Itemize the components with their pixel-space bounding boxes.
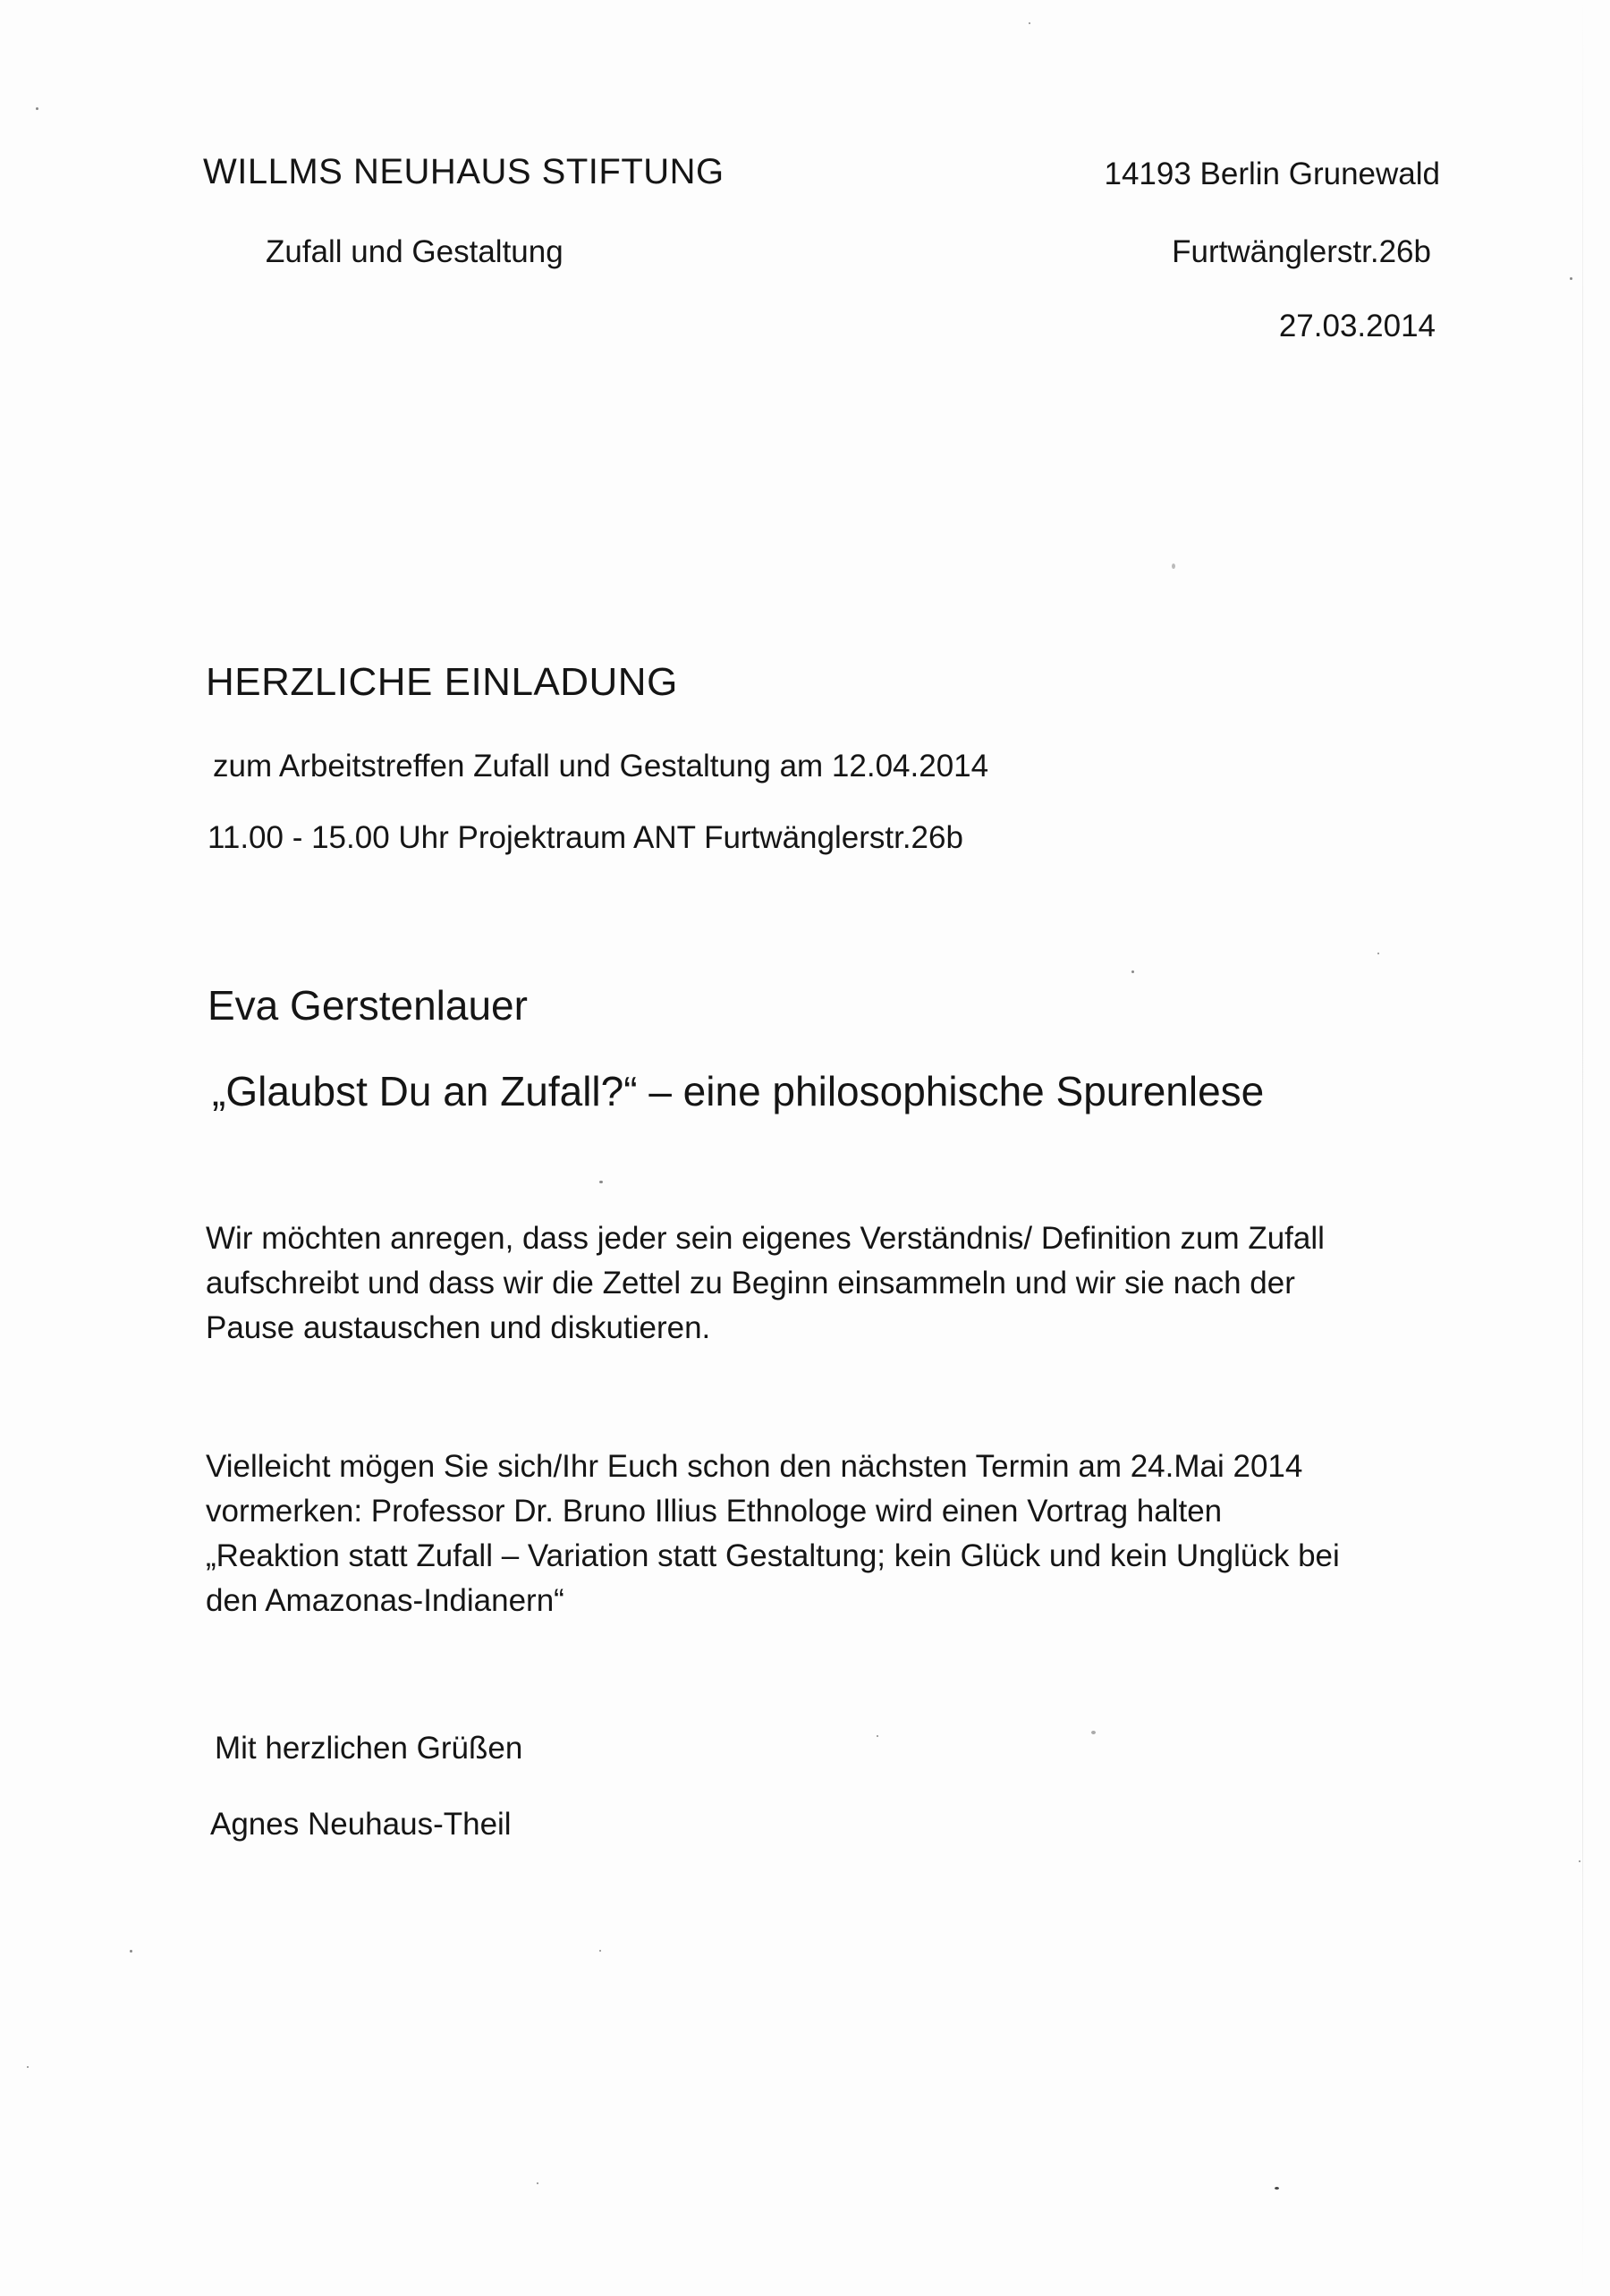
talk-title: „Glaubst Du an Zufall?“ – eine philosophische Spurenlese xyxy=(212,1068,1265,1114)
scan-speck xyxy=(1579,1860,1580,1862)
scan-speck xyxy=(27,2066,29,2068)
paragraph-line: aufschreibt und dass wir die Zettel zu Beginn einsammeln und wir sie nach der xyxy=(206,1266,1295,1301)
invitation-event-line: zum Arbeitstreffen Zufall und Gestaltung am 12.04.2014 xyxy=(213,749,989,784)
scan-speck xyxy=(1091,1731,1096,1734)
paragraph-line: Vielleicht mögen Sie sich/Ihr Euch schon den nächsten Termin am 24.Mai 2014 xyxy=(206,1449,1303,1484)
scan-speck xyxy=(1377,953,1379,954)
paragraph-line: Wir möchten anregen, dass jeder sein eigenes Verständnis/ Definition zum Zufall xyxy=(206,1221,1325,1256)
scan-speck xyxy=(1131,970,1134,973)
paragraph-line: vormerken: Professor Dr. Bruno Illius Ethnologe wird einen Vortrag halten xyxy=(206,1494,1223,1529)
paragraph-line: den Amazonas-Indianern“ xyxy=(206,1583,564,1618)
closing-greeting: Mit herzlichen Grüßen xyxy=(215,1731,523,1766)
scan-edge-shadow xyxy=(1582,0,1583,2296)
scan-speck xyxy=(537,2182,538,2184)
address-street: Furtwänglerstr.26b xyxy=(1172,234,1431,269)
invitation-time-place-line: 11.00 - 15.00 Uhr Projektraum ANT Furtwänglerstr.26b xyxy=(208,820,963,855)
address-city: 14193 Berlin Grunewald xyxy=(1104,157,1440,191)
body-paragraph-1 xyxy=(206,1216,1458,1351)
scan-speck xyxy=(36,107,38,110)
scan-speck xyxy=(1029,22,1030,24)
scan-speck xyxy=(1172,563,1175,569)
body-paragraph-2 xyxy=(206,1445,1458,1623)
scan-speck xyxy=(1275,2187,1279,2190)
paragraph-line: „Reaktion statt Zufall – Variation statt Gestaltung; kein Glück und kein Unglück bei xyxy=(206,1538,1340,1573)
scan-speck xyxy=(877,1735,878,1737)
speaker-name: Eva Gerstenlauer xyxy=(208,982,528,1029)
scan-speck xyxy=(130,1950,132,1953)
scan-speck xyxy=(1570,277,1572,280)
paragraph-line: Pause austauschen und diskutieren. xyxy=(206,1310,711,1345)
organization-name: WILLMS NEUHAUS STIFTUNG xyxy=(203,152,724,191)
scan-speck xyxy=(599,1181,603,1183)
signature-name: Agnes Neuhaus-Theil xyxy=(210,1807,512,1842)
scan-speck xyxy=(599,1950,601,1952)
organization-subtitle: Zufall und Gestaltung xyxy=(266,234,564,269)
letter-date: 27.03.2014 xyxy=(1278,309,1436,343)
invitation-title: HERZLICHE EINLADUNG xyxy=(206,660,678,704)
